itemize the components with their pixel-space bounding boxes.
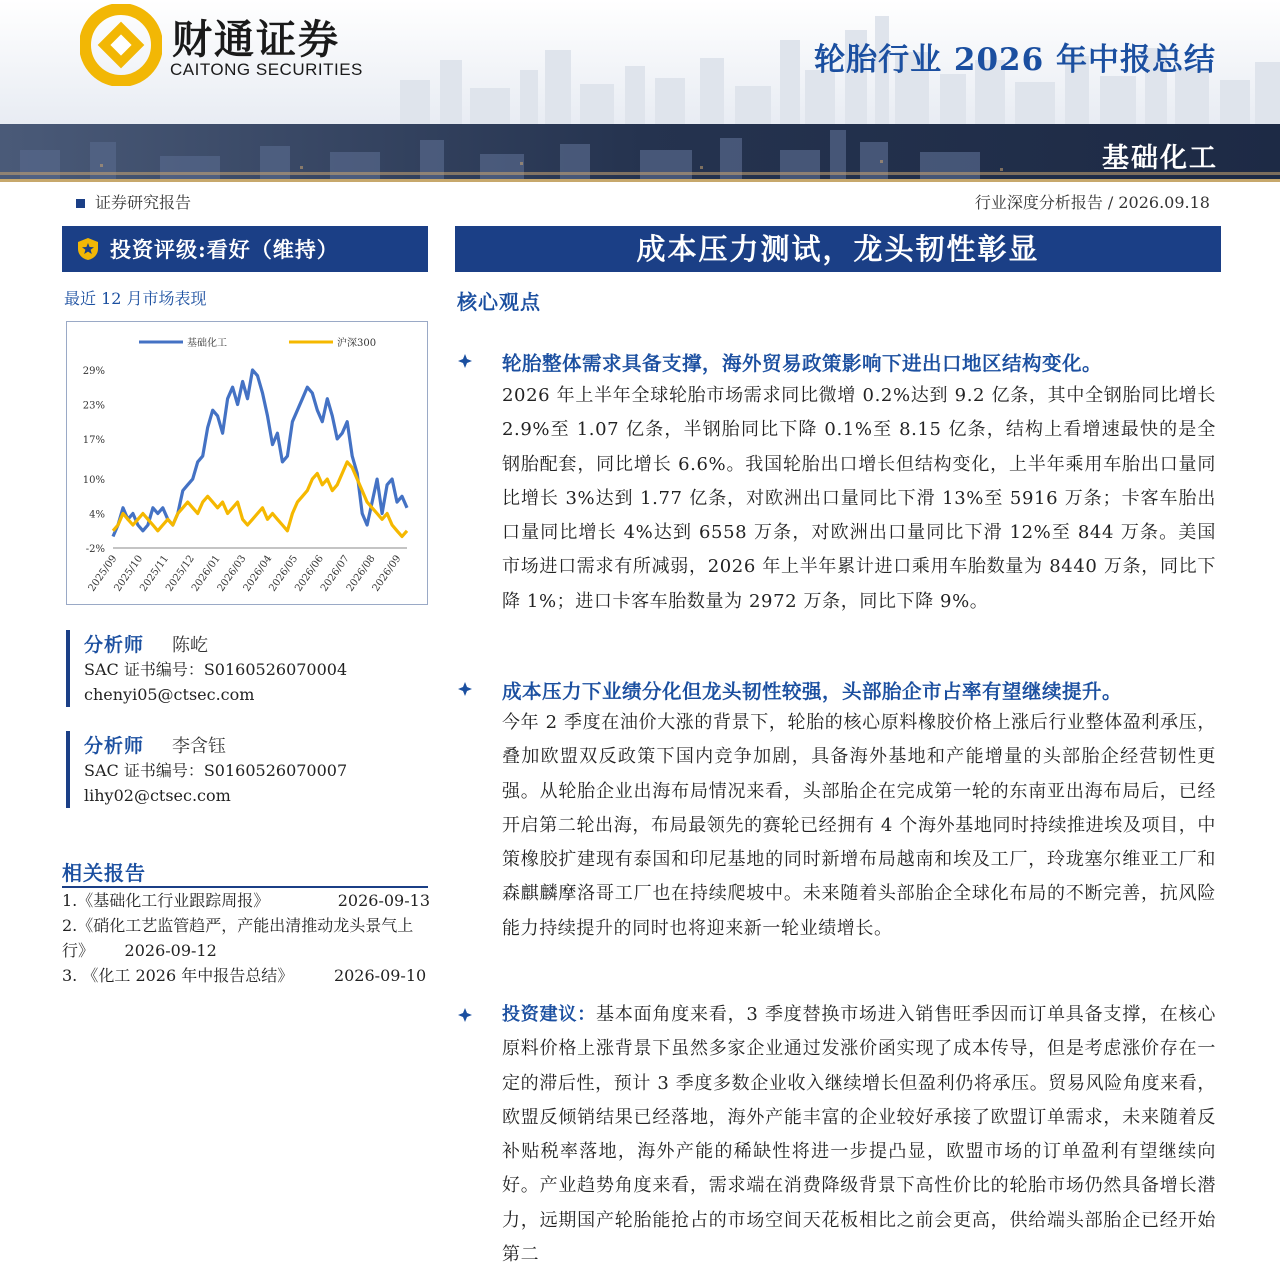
x-tick-label: 2026/03 [215, 553, 249, 594]
analyst-role: 分析师 [84, 735, 145, 757]
related-reports-title: 相关报告 [62, 861, 146, 885]
bullet-body-2: 今年 2 季度在油价大涨的背景下，轮胎的核心原料橡胶价格上涨后行业整体盈利承压，叠加欧盟双反政策下国内竞争加剧，具备海外基地和产能增量的头部胎企经营韧性更强。从轮胎企业出海布局情况来看，头部胎企在完成第一轮的东南亚出海布局后，已经开启第二轮出海，布局最领先的赛轮已经拥有 4 个海外基地同时持续推进埃及项目，中策橡胶扩建现有泰国和印尼基地的同时新增布局越南和埃及工厂，玲珑塞尔维亚工厂和森麒麟摩洛哥工厂也在持续爬坡中。未来随着头部胎企全球化布局的不断完善，抗风险能力持续提升的同时也将迎来新一轮业绩增长。 [502, 712, 1216, 939]
analyst-name: 李含钰 [172, 736, 227, 757]
page-header [0, 0, 1280, 182]
square-bullet-icon [76, 199, 85, 208]
chart-canvas [67, 322, 427, 604]
headline: 成本压力测试，龙头韧性彰显 [455, 226, 1221, 272]
market-performance-label: 最近 12 月市场表现 [64, 289, 207, 308]
shield-star-icon [76, 237, 100, 261]
y-tick-label: -2% [85, 544, 105, 555]
y-tick-label: 23% [82, 400, 105, 412]
report-title: 轮胎行业 2026 年中报总结 [814, 42, 1216, 78]
bullet-title-2: 成本压力下业绩分化但龙头韧性较强，头部胎企市占率有望继续提升。 [502, 680, 1123, 703]
report-category-text: 证券研究报告 [95, 193, 192, 212]
analyst-email[interactable]: lihy02@ctsec.com [84, 786, 231, 805]
related-report-date: 2026-09-12 [124, 941, 217, 960]
x-tick-label: 2025/10 [112, 553, 146, 594]
bullet-body-3 [502, 998, 1216, 1280]
x-tick-label: 2025/12 [164, 553, 197, 594]
related-report-item[interactable] [62, 913, 430, 963]
legend-label: 基础化工 [187, 338, 227, 349]
related-report-date: 2026-09-10 [333, 966, 427, 985]
related-report-item[interactable] [62, 963, 430, 988]
report-category [76, 190, 191, 213]
x-tick-label: 2026/06 [293, 553, 327, 594]
y-tick-label: 10% [82, 475, 105, 487]
diamond-bullet-icon [458, 1008, 472, 1022]
related-reports-list [62, 888, 430, 988]
x-tick-label: 2026/09 [370, 553, 404, 594]
related-report-title: 2.《硝化工艺监管趋严，产能出清推动龙头景气上行》 [62, 916, 414, 960]
related-report-title: 3. 《化工 2026 年中报告总结》 [62, 966, 294, 985]
x-tick-label: 2026/08 [344, 553, 378, 594]
analyst-email[interactable]: chenyi05@ctsec.com [84, 685, 255, 704]
investment-rating-text: 投资评级:看好（维持） [110, 237, 339, 262]
legend-label: 沪深300 [337, 338, 377, 349]
x-tick-label: 2026/04 [241, 553, 275, 594]
x-tick-label: 2025/09 [86, 553, 120, 594]
y-tick-label: 4% [89, 509, 105, 521]
y-tick-label: 29% [82, 366, 105, 377]
diamond-bullet-icon [458, 354, 472, 368]
x-tick-label: 2025/11 [138, 553, 172, 594]
y-tick-label: 17% [82, 434, 105, 446]
brand-name-en: CAITONG SECURITIES [170, 60, 363, 79]
analyst-sac: SAC 证书编号：S0160526070007 [84, 761, 348, 780]
investment-rating-bar [62, 226, 428, 272]
brand-name-cn: 财通证券 [172, 17, 340, 63]
investment-advice-lead: 投资建议： [502, 1004, 597, 1025]
analyst-name: 陈屹 [172, 635, 209, 656]
related-report-date: 2026-09-13 [337, 891, 430, 910]
series-line [113, 462, 407, 537]
related-report-title: 1.《基础化工行业跟踪周报》 [62, 891, 270, 910]
core-views-title: 核心观点 [457, 290, 541, 314]
analyst-card-2 [66, 731, 424, 808]
x-tick-label: 2026/01 [189, 553, 223, 594]
sector-label: 基础化工 [1102, 143, 1218, 174]
bullet-body-1: 2026 年上半年全球轮胎市场需求同比微增 0.2%达到 9.2 亿条，其中全钢胎同比增长 2.9%至 1.07 亿条，半钢胎同比下降 0.1%至 8.15 亿条，结构上看增速最快的是全钢胎配套，同比增长 6.6%。我国轮胎出口增长但结构变化，上半年乘用车胎出口量同比增长 3%达到 1.77 亿条，对欧洲出口量同比下滑 13%至 5916 万条；卡客车胎出口量同比增长 4%达到 6558 万条，对欧洲出口量同比下滑 12%至 844 万条。美国市场进口需求有所减弱，2026 年上半年累计进口乘用车胎数量为 8440 万条，同比下降 1%；进口卡客车胎数量为 2972 万条，同比下降 9%。 [502, 385, 1216, 612]
analyst-sac: SAC 证书编号：S0160526070004 [84, 660, 348, 679]
related-report-item[interactable] [62, 888, 430, 913]
market-performance-chart [66, 321, 428, 605]
x-tick-label: 2026/05 [267, 553, 301, 594]
analyst-card-1 [66, 630, 424, 707]
report-type-date: 行业深度分析报告 / 2026.09.18 [974, 193, 1210, 212]
investment-advice-text: 基本面角度来看，3 季度替换市场进入销售旺季因而订单具备支撑，在核心原料价格上涨背景下虽然多家企业通过发涨价函实现了成本传导，但是考虑涨价存在一定的滞后性，预计 3 季度多数企业收入继续增长但盈利仍将承压。贸易风险角度来看，欧盟反倾销结果已经落地，海外产能丰富的企业较好承接了欧盟订单需求，未来随着反补贴税率落地，海外产能的稀缺性将进一步提凸显，欧盟市场的订单盈利有望继续向好。产业趋势角度来看，需求端在消费降级背景下高性价比的轮胎市场仍然具备增长潜力，远期国产轮胎能抢占的市场空间天花板相比之前会更高，供给端头部胎企已经开始第二 [502, 1004, 1216, 1266]
diamond-bullet-icon [458, 682, 472, 696]
caitong-logo-icon [80, 4, 162, 86]
analyst-role: 分析师 [84, 634, 145, 656]
x-tick-label: 2026/07 [318, 553, 352, 594]
bullet-title-1: 轮胎整体需求具备支撑，海外贸易政策影响下进出口地区结构变化。 [502, 352, 1103, 375]
